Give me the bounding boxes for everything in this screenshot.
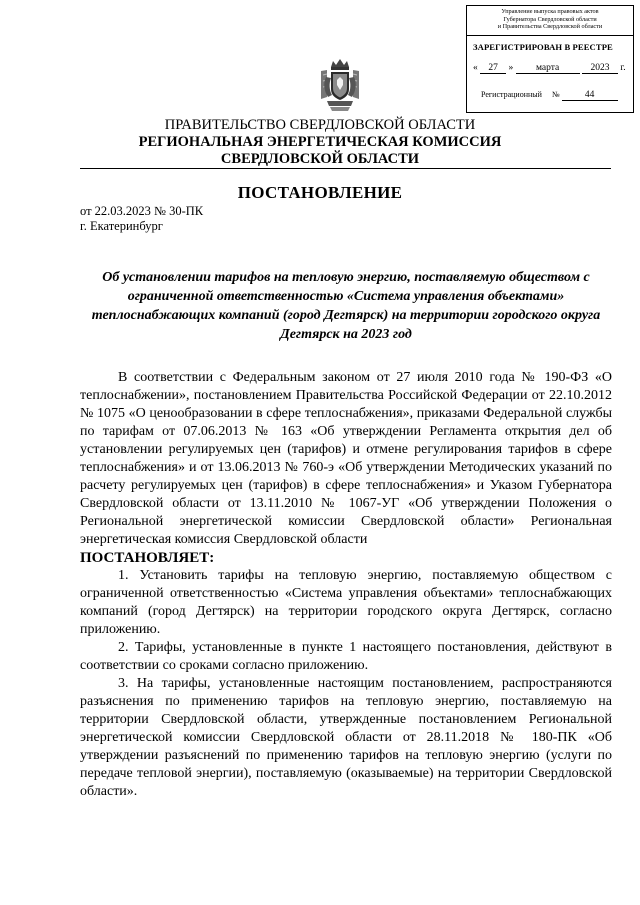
- registration-month: марта: [516, 63, 580, 74]
- registration-year-suffix: г.: [620, 63, 626, 73]
- open-quote: «: [473, 63, 478, 73]
- document-body: [80, 369, 612, 801]
- registration-date: [473, 63, 626, 74]
- registration-number-sign: №: [551, 90, 560, 99]
- registration-day: 27: [480, 63, 506, 74]
- commission-title-line1: РЕГИОНАЛЬНАЯ ЭНЕРГЕТИЧЕСКАЯ КОМИССИЯ: [138, 134, 502, 150]
- coat-of-arms-icon: [318, 57, 362, 113]
- registration-header-line: Управление выпуска правовых актов: [501, 8, 599, 15]
- decree-item: 2. Тарифы, установленные в пункте 1 настоящего постановления, действуют в соответствии со сроками согласно приложению.: [80, 640, 612, 673]
- registration-header-line: Губернатора Свердловской области: [503, 15, 597, 23]
- registration-year: 2023: [582, 63, 618, 74]
- registration-stamp: [466, 5, 634, 113]
- government-title: ПРАВИТЕЛЬСТВО СВЕРДЛОВСКОЙ ОБЛАСТИ: [164, 117, 476, 133]
- registration-stamp-header: [467, 6, 633, 36]
- document-title: Об установлении тарифов на тепловую энергию, поставляемую обществом с ограниченной ответственностью «Система управления объектами» теплоснабжающих компаний (город Дегтярск) на территории городского округа Дегтярск на 2023 год: [91, 270, 601, 342]
- preamble-paragraph: В соответствии с Федеральным законом от 27 июля 2010 года № 190-ФЗ «О теплоснабжении», постановлением Правительства Российской Федерации от 22.10.2012 № 1075 «О ценообразовании в сфере теплоснабжения», приказами Федеральной службы по тарифам от 07.06.2013 № 163 «Об утверждении Регламента открытия дел об установлении регулируемых цен (тарифов) и отмене регулирования тарифов в сфере теплоснабжения» и от 13.06.2013 № 760-э «Об утверждении Методических указаний по расчету регулируемых цен (тарифов) в сфере теплоснабжения» и Указом Губернатора Свердловской области от 13.11.2010 № 1067-УГ «Об утверждении Положения о Региональной энергетической комиссии Свердловской области» Региональная энергетическая комиссия Свердловской области: [80, 370, 612, 547]
- registration-header-line: и Правительства Свердловской области: [497, 23, 603, 30]
- registration-status: ЗАРЕГИСТРИРОВАН В РЕЕСТРЕ: [473, 42, 613, 52]
- decree-item: 3. На тарифы, установленные настоящим постановлением, распространяются разъяснения по применению тарифов на тепловую энергию, поставляемую на территории Свердловской области, утвержденные постановлением Региональной энергетической комиссии Свердловской области от 28.11.2018 № 180-ПК «Об утверждении разъяснений по применению тарифов на тепловую энергию (услуги по передаче тепловой энергии), поставляемую (оказываемые) на территории Свердловской области».: [80, 676, 612, 799]
- commission-title-line2: СВЕРДЛОВСКОЙ ОБЛАСТИ: [220, 151, 420, 167]
- document-date-number: от 22.03.2023 № 30-ПК: [80, 204, 204, 218]
- document-type: ПОСТАНОВЛЕНИЕ: [237, 183, 403, 202]
- decree-item: 1. Установить тарифы на тепловую энергию, поставляемую обществом с ограниченной ответственностью «Система управления объектами» теплоснабжающих компаний (город Дегтярск) на территории городского округа Дегтярск, согласно приложению.: [80, 568, 612, 637]
- registration-number-value: 44: [562, 90, 618, 101]
- registration-number-label: Регистрационный: [481, 90, 542, 99]
- header-divider: [80, 168, 611, 169]
- document-meta: [80, 204, 203, 234]
- decree-word: ПОСТАНОВЛЯЕТ:: [80, 550, 215, 566]
- close-quote: »: [508, 63, 514, 73]
- registration-number: [481, 90, 618, 101]
- document-city: г. Екатеринбург: [80, 219, 163, 233]
